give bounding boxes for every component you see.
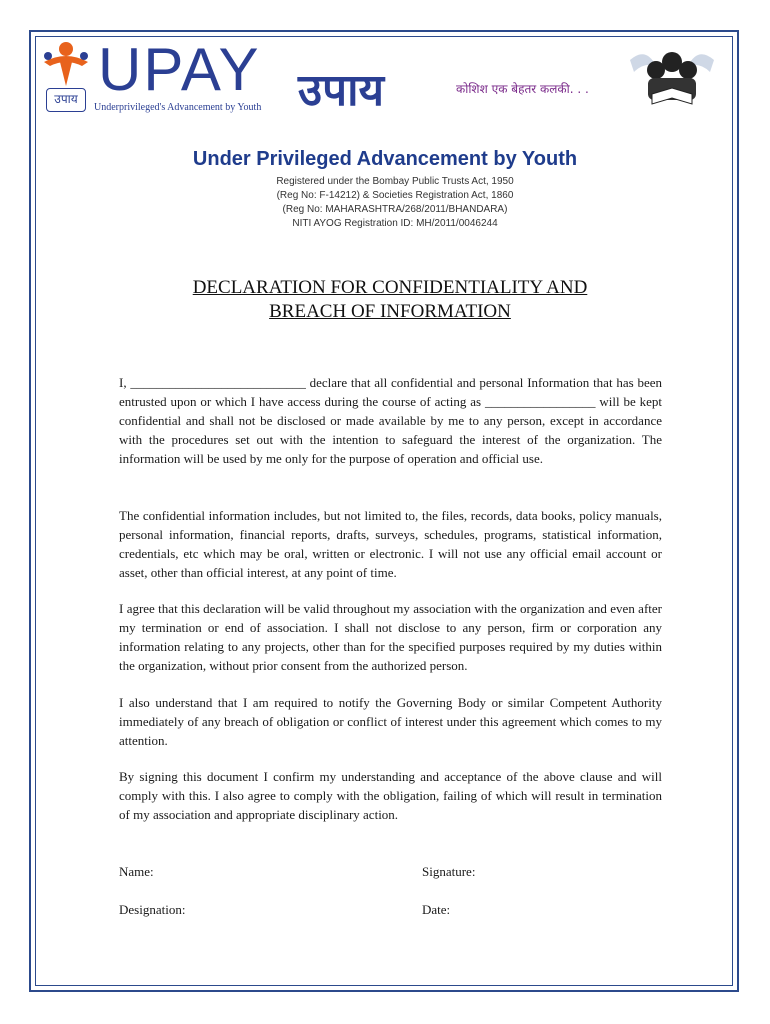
registration-line-1: Registered under the Bombay Public Trusts Act, 1950 xyxy=(276,176,514,187)
signature-field-label: Signature: xyxy=(422,864,476,879)
registration-line-4: NITI AYOG Registration ID: MH/2011/0046244 xyxy=(292,218,498,229)
paragraph-confidential-info: The confidential information includes, but not limited to, the files, records, data books, policy manuals, personal information, financial reports, drafts, surveys, schedules, programs, statistical information, credentials, etc which may be oral, written or electronic. I will not use any official email account or asset, other than official interest, at any point of time. xyxy=(119,508,662,580)
designation-field-label: Designation: xyxy=(119,902,186,917)
paragraph-notification: I also understand that I am required to notify the Governing Body or similar Competent Authority immediately of any breach of obligation or conflict of interest under this agreement which comes to my attention. xyxy=(119,695,662,748)
logo-figures-icon xyxy=(38,40,94,90)
hindi-slogan: कोशिश एक बेहतर कलकी. . . xyxy=(456,82,589,96)
hindi-org-name: उपाय xyxy=(298,65,385,116)
declaration-title-line-2: BREACH OF INFORMATION xyxy=(269,301,511,322)
paragraph-signing: By signing this document I confirm my understanding and acceptance of the above clause and will comply with this. I also agree to comply with the obligation, failing of which will result in termination of my association and appropriate disciplinary action. xyxy=(119,769,662,822)
declaration-title-line-1: DECLARATION FOR CONFIDENTIALITY AND xyxy=(192,277,588,298)
org-title: Under Privileged Advancement by Youth xyxy=(192,148,578,170)
registration-line-2: (Reg No: F-14212) & Societies Registration Act, 1860 xyxy=(276,190,514,201)
logo-badge: उपाय xyxy=(46,88,86,112)
paragraph-declaration: I, ___________________________ declare that all confidential and personal Information that has been entrusted upon or which I have access during the course of acting as _________________ will be kept confidential and shall not be disclosed or made available by me to any person, except in accordance with the procedures set out with the intention to safeguard the interest of the organization. The information will be used by me only for the purpose of operation and official use. xyxy=(119,375,662,466)
logo-tagline: Underprivileged's Advancement by Youth xyxy=(94,102,262,113)
registration-line-3: (Reg No: MAHARASHTRA/268/2011/BHANDARA) xyxy=(282,204,508,215)
date-field-label: Date: xyxy=(422,902,451,917)
logo-wordmark: UPAY xyxy=(98,36,261,103)
paragraph-validity: I agree that this declaration will be valid throughout my association with the organization and even after my termination or end of association. I shall not disclose to any person, firm or corporation any information relating to any projects, other than for the specified purposes required by my duties within the organization, without prior consent from the authorized person. xyxy=(119,601,662,673)
children-reading-emblem-icon xyxy=(626,40,718,116)
name-field-label: Name: xyxy=(119,864,154,879)
